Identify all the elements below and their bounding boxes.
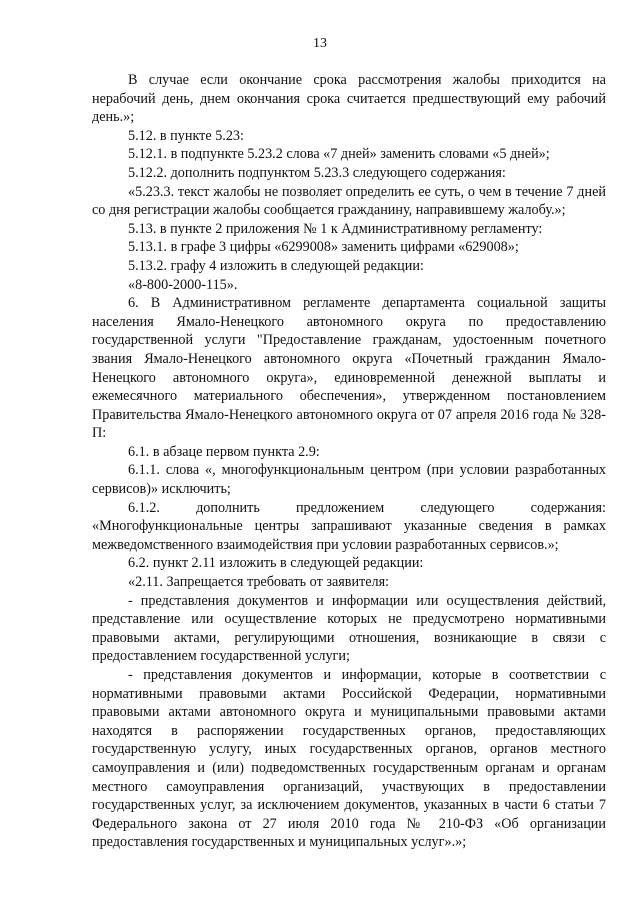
paragraph-2: 5.12. в пункте 5.23: — [128, 127, 244, 144]
paragraph-11: 6.1. в абзаце первом пункта 2.9: — [128, 443, 320, 460]
paragraph-1: В случае если окончание срока рассмотрения жалобы приходится на нерабочий день, днем окончания срока считается предшествующий ему рабочий день.»; — [92, 72, 606, 126]
paragraph-9: «8-800-2000-115». — [128, 276, 238, 293]
page-number: 13 — [313, 36, 327, 51]
paragraph-4: 5.12.2. дополнить подпунктом 5.23.3 следующего содержания: — [128, 164, 506, 181]
paragraph-5: «5.23.3. текст жалобы не позволяет определить ее суть, о чем в течение 7 дней со дня регистрации жалобы сообщается гражданину, направившему жалобу.»; — [92, 183, 606, 219]
paragraph-16: - представления документов и информации или осуществления действий, представление или осуществление которых не предусмотрено нормативными правовыми актами, регулирующими отношения, возникающие в связи с предоставлением государственной услуги; — [92, 592, 606, 665]
paragraph-10: 6. В Административном регламенте департамента социальной защиты населения Ямало-Ненецкого автономного округа по предоставлению государственной услуги "Предоставление гражданам, удостоенным почетного звания Ямало-Ненецкого автономного округа «Почетный гражданин Ямало-Ненецкого автономного округа», единовременной денежной выплаты и ежемесячного материального обеспечения», утвержденном постановлением Правительства Ямало-Ненецкого автономного округа от 07 апреля 2016 года № 328-П: — [92, 295, 606, 442]
paragraph-17: - представления документов и информации, которые в соответствии с нормативными правовыми актами Российской Федерации, нормативными правовыми актами автономного округа и муниципальными правовыми актами находятся в распоряжении государственных органов, предоставляющих государственную услугу, иных государственных органов, органов местного самоуправления и (или) подведомственных государственным органам и органам местного самоуправления организаций, участвующих в предоставлении государственных услуг, за исключением документов, указанных в части 6 статьи 7 Федерального закона от 27 июля 2010 года № 210-ФЗ «Об организации предоставления государственных и муниципальных услуг».»; — [92, 667, 606, 851]
paragraph-3: 5.12.1. в подпункте 5.23.2 слова «7 дней» заменить словами «5 дней»; — [128, 146, 550, 163]
paragraph-12: 6.1.1. слова «, многофункциональным центром (при условии разработанных сервисов)» исключить; — [92, 462, 606, 498]
paragraph-7: 5.13.1. в графе 3 цифры «6299008» заменить цифрами «629008»; — [128, 239, 519, 256]
paragraph-8: 5.13.2. графу 4 изложить в следующей редакции: — [128, 257, 424, 274]
paragraph-13: 6.1.2. дополнить предложением следующего содержания: «Многофункциональные центры запрашивают указанные сведения в рамках межведомственного взаимодействия при условии разработанных сервисов.»; — [92, 499, 606, 553]
paragraph-14: 6.2. пункт 2.11 изложить в следующей редакции: — [128, 555, 424, 572]
paragraph-6: 5.13. в пункте 2 приложения № 1 к Административному регламенту: — [128, 220, 543, 237]
document-body — [92, 71, 606, 852]
paragraph-15: «2.11. Запрещается требовать от заявителя: — [128, 574, 390, 591]
